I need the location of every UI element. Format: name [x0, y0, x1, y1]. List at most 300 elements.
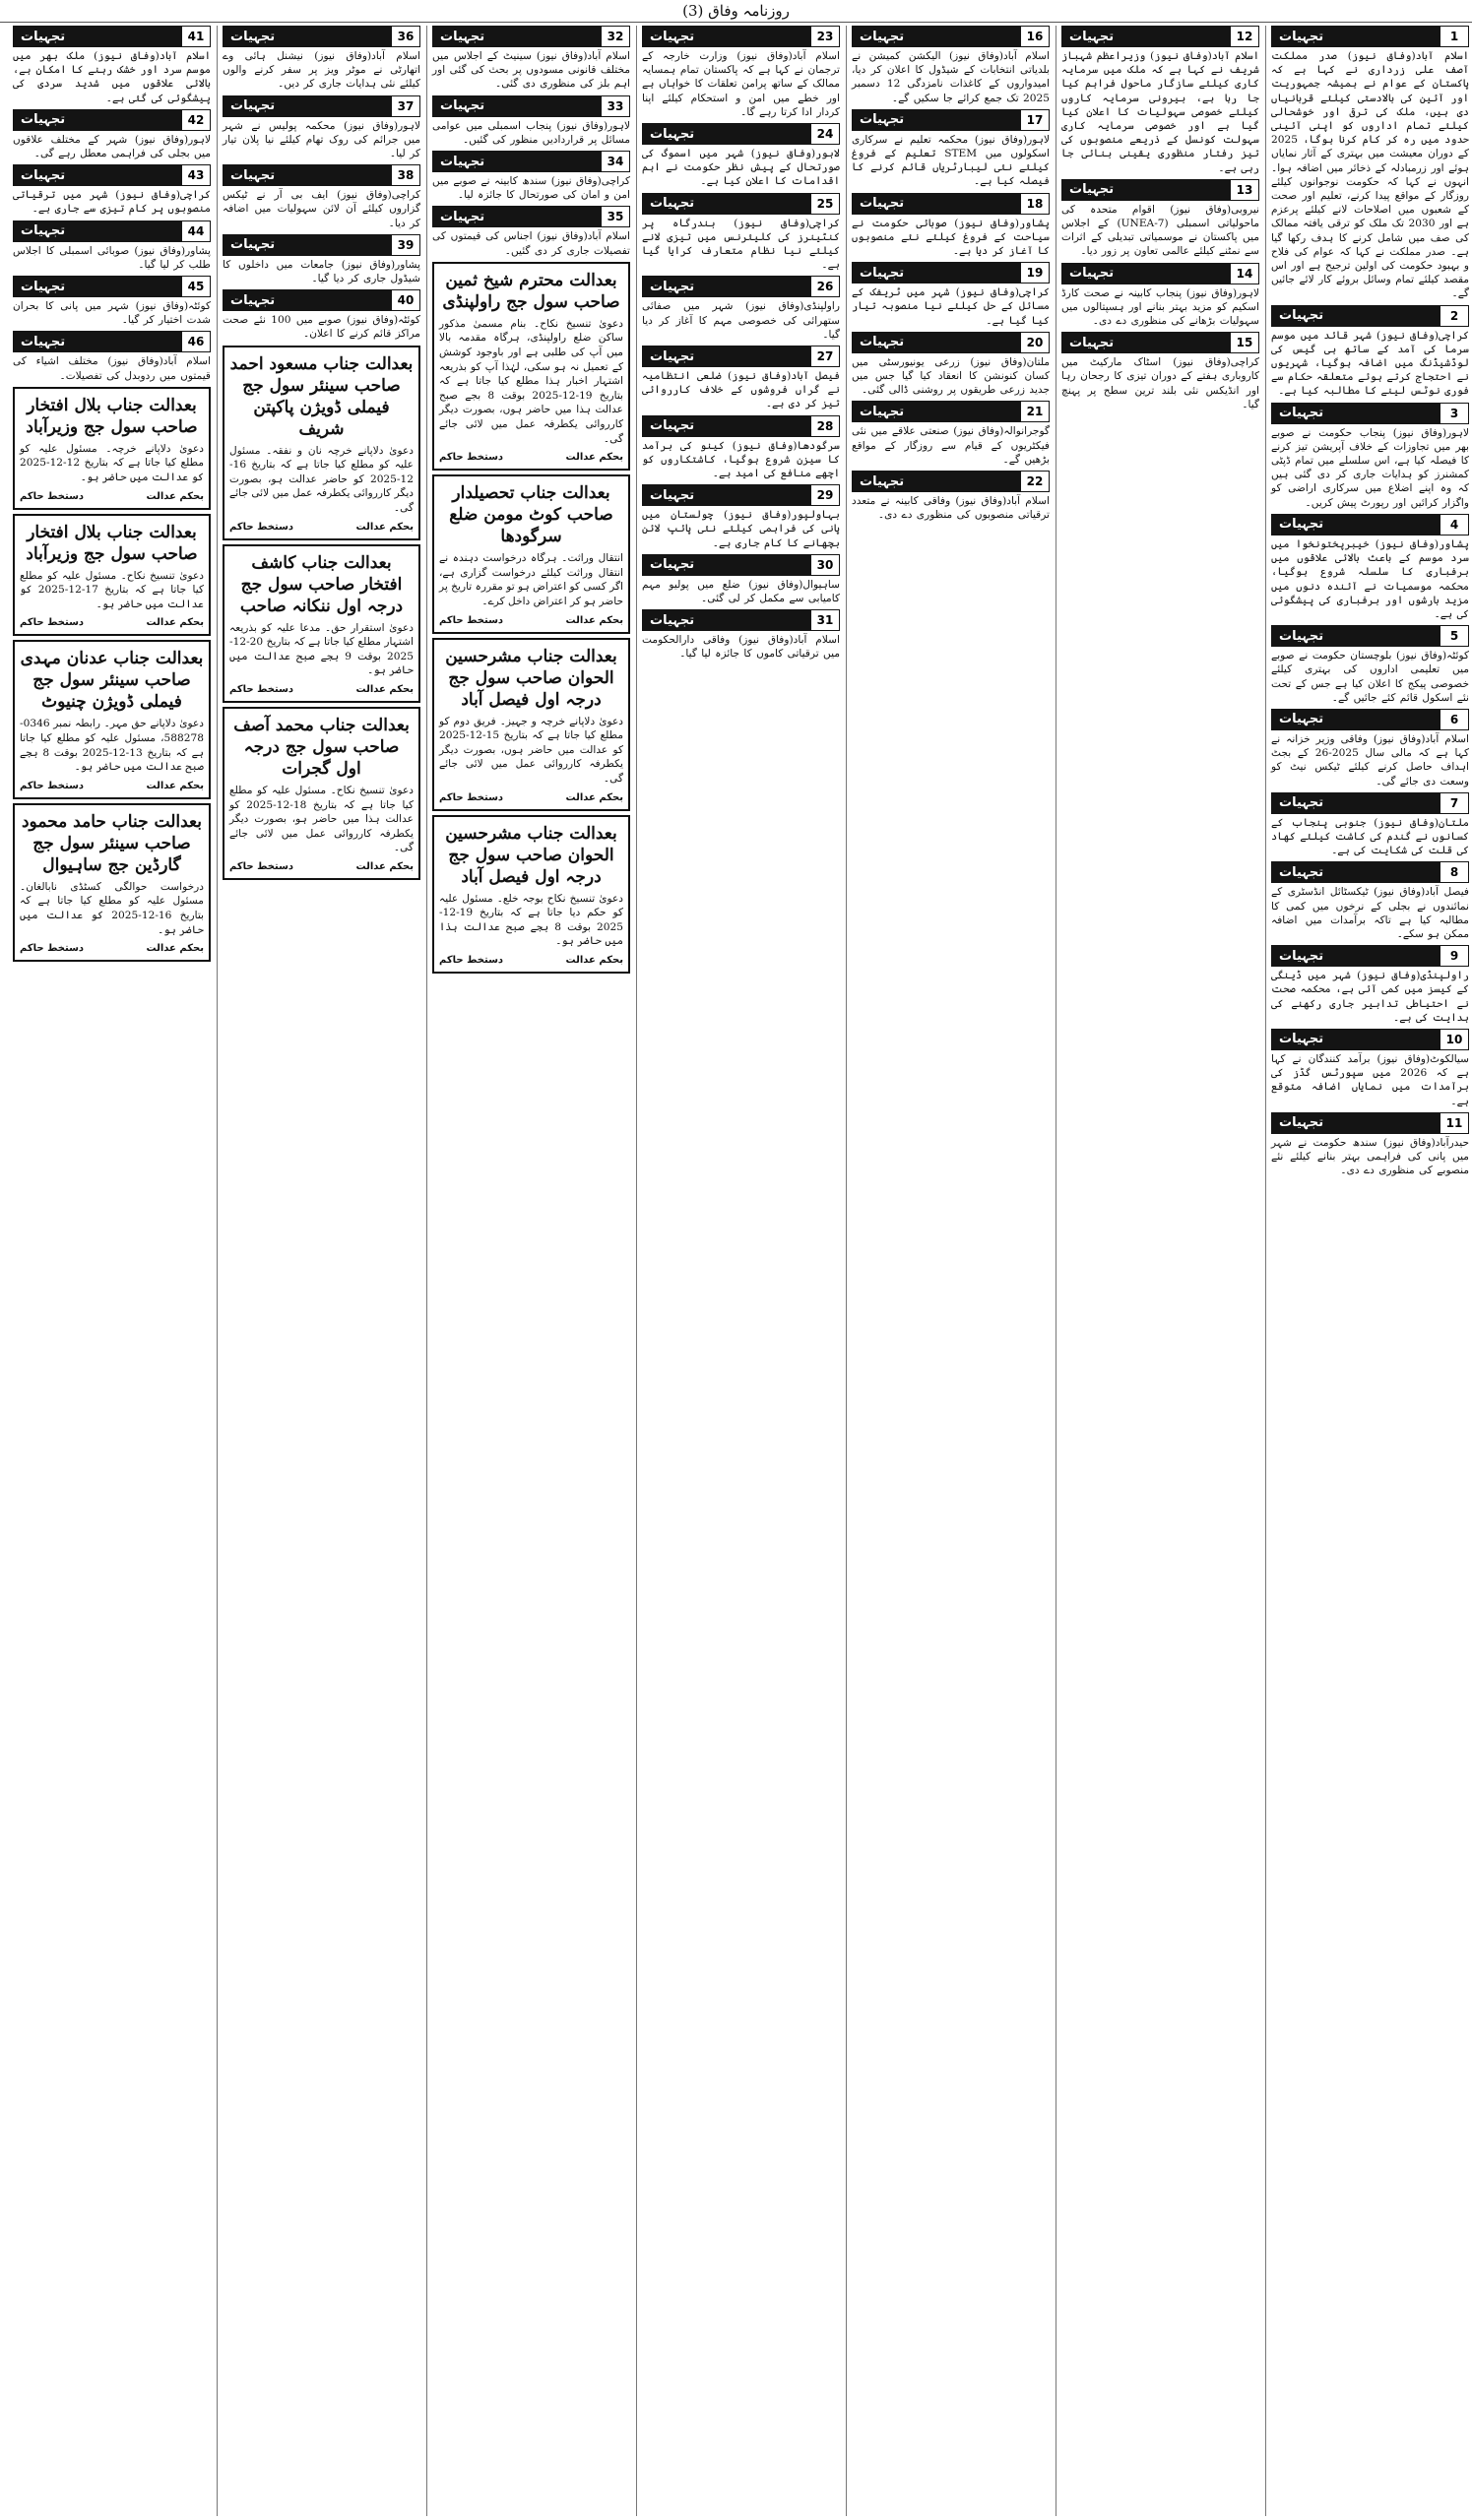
- news-item: [223, 234, 420, 285]
- news-item-number: 35: [601, 206, 630, 227]
- court-notice-title: بعدالت محترم شیخ ثمین صاحب سول جج راولپنڈی: [442, 270, 620, 312]
- news-item-text: لاہور(وفاق نیوز) پنجاب حکومت نے صوبے بھر میں تجاوزات کے خلاف آپریشن تیز کرنے کا فیصلہ کیا ہے، اس سلسلے میں تمام ڈپٹی کمشنرز کو ہدایات جاری کر دی گئی ہیں کہ وہ اپنے اضلاع میں سرکاری اراضی کو واگزار کرائیں اور رپورٹ پیش کریں۔: [1271, 426, 1469, 509]
- news-item-header: [1271, 709, 1469, 730]
- news-item-number: 30: [810, 554, 840, 576]
- news-item-label: تجہیات: [860, 196, 905, 212]
- court-notice-signature: [229, 684, 414, 695]
- news-item: [1061, 26, 1259, 175]
- news-item-label: تجہیات: [21, 29, 66, 44]
- news-item-header: [1271, 305, 1469, 327]
- news-item-header: [432, 26, 630, 47]
- court-notice-text: دعویٰ دلاپانے حق مہر۔ رابطہ نمبر 0346-588278، مسئول علیہ کو مطلع کیا جاتا ہے کہ بتاریخ 13-12-2025 بوقت 8 بجے صبح عدالت میں حاضر ہو۔: [20, 718, 205, 774]
- news-item-number: 17: [1020, 109, 1050, 131]
- court-notice-sign: دستخط حاکم: [439, 614, 504, 626]
- news-item-label: تجہیات: [1279, 628, 1324, 644]
- news-item: [1271, 709, 1469, 788]
- news-item-label: تجہیات: [650, 487, 695, 503]
- court-notice-seal: بحکم عدالت: [565, 954, 623, 966]
- news-item-text: اسلام آباد(وفاق نیوز) وزیراعظم شہباز شریف نے کہا ہے کہ ملک میں سرمایہ کاری کیلئے سازگار ماحول فراہم کیا جا رہا ہے، بیرونی سرمایہ کاروں کیلئے خصوصی سہولیات کا اعلان کیا گیا ہے اور خصوصی سرمایہ کاری سہولت کونسل کے ذریعے منصوبوں کی تیز رفتار منظوری یقینی بنائی جا رہی ہے۔: [1061, 50, 1259, 174]
- news-item-header: [642, 26, 840, 47]
- news-item-text: کوئٹہ(وفاق نیوز) بلوچستان حکومت نے صوبے میں تعلیمی اداروں کی بہتری کیلئے خصوصی پیکج کا اعلان کیا ہے جس کے تحت نئے اسکول قائم کئے جائیں گے۔: [1271, 650, 1469, 704]
- news-item-header: [13, 109, 211, 131]
- news-item-text: لاہور(وفاق نیوز) محکمہ پولیس نے شہر میں جرائم کی روک تھام کیلئے نیا پلان تیار کر لیا۔: [223, 119, 420, 160]
- news-item: [852, 262, 1050, 328]
- news-item: [1061, 263, 1259, 329]
- news-item-number: 5: [1440, 625, 1469, 647]
- news-item-text: کوئٹہ(وفاق نیوز) شہر میں پانی کا بحران شدت اختیار کر گیا۔: [13, 300, 211, 327]
- court-notice-text: انتقال وراثت۔ ہرگاہ درخواست دہندہ نے انتقال وراثت کیلئے درخواست گزاری ہے، اگر کسی کو اعتراض ہو تو مقررہ تاریخ پر حاضر ہو کر اعتراض داخل کرے۔: [439, 552, 623, 607]
- news-item-header: [1061, 332, 1259, 353]
- news-item-text: کراچی(وفاق نیوز) اسٹاک مارکیٹ میں کاروباری ہفتے کے دوران تیزی کا رجحان رہا اور انڈیکس نئی بلند ترین سطح پر پہنچ گیا۔: [1061, 356, 1259, 410]
- news-item-number: 23: [810, 26, 840, 47]
- court-notice-sign: دستخط حاکم: [229, 521, 294, 533]
- news-item-header: [13, 220, 211, 242]
- news-item-label: تجہیات: [1279, 29, 1324, 44]
- court-notice-title: بعدالت جناب بلال افتخار صاحب سول جج وزیرآباد: [26, 522, 198, 564]
- court-notice-text: دعویٰ تنسیخ نکاح بوجہ خلع۔ مسئول علیہ کو حکم دیا جاتا ہے کہ بتاریخ 19-12-2025 بوقت 8 بجے صبح عدالت ہذا میں حاضر ہو۔: [439, 892, 623, 948]
- news-item-label: تجہیات: [21, 279, 66, 294]
- news-item-header: [1271, 792, 1469, 814]
- news-item-number: 2: [1440, 305, 1469, 327]
- news-item-number: 6: [1440, 709, 1469, 730]
- news-item-label: تجہیات: [230, 292, 276, 308]
- news-item-header: [13, 331, 211, 352]
- news-item-number: 27: [810, 346, 840, 367]
- news-item-label: تجہیات: [230, 98, 276, 114]
- news-item: [1271, 792, 1469, 858]
- news-item-text: لاہور(وفاق نیوز) پنجاب اسمبلی میں عوامی مسائل پر قراردادیں منظور کی گئیں۔: [432, 119, 630, 146]
- news-item-text: گوجرانوالہ(وفاق نیوز) صنعتی علاقے میں نئی فیکٹریوں کے قیام سے روزگار کے مواقع بڑھیں گے۔: [852, 425, 1050, 466]
- news-item-number: 33: [601, 95, 630, 117]
- news-column: [1268, 26, 1472, 2516]
- court-notice-title: بعدالت جناب عدنان مہدی صاحب سینئر سول جج فیملی ڈویژن چنیوٹ: [20, 649, 204, 713]
- news-item-number: 44: [181, 220, 211, 242]
- news-item-text: اسلام آباد(وفاق نیوز) اجناس کی قیمتوں کی تفصیلات جاری کر دی گئیں۔: [432, 230, 630, 257]
- news-item-text: پشاور(وفاق نیوز) صوبائی اسمبلی کا اجلاس طلب کر لیا گیا۔: [13, 244, 211, 271]
- news-item-text: نیروبی(وفاق نیوز) اقوام متحدہ کی ماحولیاتی اسمبلی (UNEA-7) کے اجلاس میں پاکستان نے موسمیاتی تبدیلی کے اثرات سے نمٹنے کیلئے عالمی تعاون پر زور دیا۔: [1061, 203, 1259, 258]
- news-item-text: اسلام آباد(وفاق نیوز) الیکشن کمیشن نے بلدیاتی انتخابات کے شیڈول کا اعلان کر دیا، امیدواروں کے کاغذات نامزدگی 12 دسمبر 2025 تک جمع کرائے جا سکیں گے۔: [852, 50, 1050, 104]
- court-notice-sign: دستخط حاکم: [439, 954, 504, 966]
- court-notice-title: بعدالت جناب کاشف افتخار صاحب سول جج درجہ اول ننکانہ صاحب: [239, 552, 404, 616]
- court-notice-title: بعدالت جناب مشرحسین الحوان صاحب سول جج درجہ اول فیصل آباد: [445, 823, 617, 887]
- court-notice-title: بعدالت جناب بلال افتخار صاحب سول جج وزیرآباد: [26, 395, 198, 437]
- news-item-number: 36: [391, 26, 420, 47]
- news-item-label: تجہیات: [650, 196, 695, 212]
- news-item-number: 38: [391, 164, 420, 186]
- news-item: [432, 26, 630, 92]
- news-item-header: [223, 95, 420, 117]
- news-item-number: 40: [391, 289, 420, 311]
- column-divider: [426, 26, 427, 2516]
- news-item: [642, 123, 840, 189]
- court-notice-seal: بحکم عدالت: [565, 452, 623, 464]
- news-item-label: تجہیات: [21, 112, 66, 128]
- news-item: [642, 26, 840, 119]
- court-notice-signature: [20, 491, 204, 502]
- news-item: [1061, 179, 1259, 259]
- court-notice-signature: [439, 792, 623, 803]
- news-item-label: تجہیات: [860, 112, 905, 128]
- news-item-number: 28: [810, 415, 840, 437]
- news-item-number: 9: [1440, 945, 1469, 967]
- news-item: [642, 554, 840, 605]
- news-item-header: [852, 401, 1050, 422]
- news-item-number: 24: [810, 123, 840, 145]
- news-item-header: [642, 609, 840, 631]
- news-item-text: ملتان(وفاق نیوز) جنوبی پنجاب کے کسانوں نے گندم کی کاشت کیلئے کھاد کی قلت کی شکایت کی ہے۔: [1271, 816, 1469, 857]
- news-item-header: [1271, 514, 1469, 536]
- court-notice: [223, 707, 420, 880]
- news-item-header: [852, 193, 1050, 215]
- news-item-header: [1271, 26, 1469, 47]
- news-item-header: [1271, 1029, 1469, 1050]
- news-item-text: کراچی(وفاق نیوز) سندھ کابینہ نے صوبے میں امن و امان کی صورتحال کا جائزہ لیا۔: [432, 175, 630, 202]
- news-item-header: [642, 554, 840, 576]
- news-item-label: تجہیات: [1069, 29, 1115, 44]
- news-item: [13, 109, 211, 160]
- news-item-label: تجہیات: [1279, 308, 1324, 324]
- court-notice-sign: دستخط حاکم: [229, 860, 294, 872]
- news-item-header: [852, 471, 1050, 492]
- news-item: [223, 164, 420, 230]
- news-item-label: تجہیات: [1069, 182, 1115, 198]
- news-item: [642, 609, 840, 661]
- court-notice: [13, 803, 211, 962]
- news-item-number: 15: [1230, 332, 1259, 353]
- news-item-number: 31: [810, 609, 840, 631]
- court-notice-sign: دستخط حاکم: [20, 780, 85, 791]
- news-item-label: تجہیات: [860, 473, 905, 489]
- news-item-label: تجہیات: [1279, 1115, 1324, 1131]
- news-item: [223, 289, 420, 341]
- court-notice-signature: [439, 955, 623, 966]
- news-item: [13, 331, 211, 382]
- news-item-label: تجہیات: [860, 335, 905, 350]
- court-notice-title: بعدالت جناب مسعود احمد صاحب سینئر سول جج فیملی ڈویژن پاکپتن شریف: [229, 353, 414, 439]
- news-item-text: کراچی(وفاق نیوز) شہر قائد میں موسم سرما کی آمد کے ساتھ ہی گیس کی لوڈشیڈنگ میں اضافہ ہوگیا، شہریوں نے احتجاج کرتے ہوئے متعلقہ حکام سے فوری نوٹس لینے کا مطالبہ کیا ہے۔: [1271, 329, 1469, 398]
- news-item-text: لاہور(وفاق نیوز) شہر کے مختلف علاقوں میں بجلی کی فراہمی معطل رہے گی۔: [13, 133, 211, 160]
- news-item-text: اسلام آباد(وفاق نیوز) وفاقی کابینہ نے متعدد ترقیاتی منصوبوں کی منظوری دے دی۔: [852, 495, 1050, 522]
- news-item-text: کراچی(وفاق نیوز) شہر میں ٹریفک کے مسائل کے حل کیلئے نیا منصوبہ تیار کیا گیا ہے۔: [852, 286, 1050, 327]
- news-item: [642, 276, 840, 342]
- court-notice-sign: دستخط حاکم: [20, 490, 85, 502]
- court-notice-text: دعویٰ دلاپانے خرچہ و جہیز۔ فریق دوم کو مطلع کیا جاتا ہے کہ بتاریخ 15-12-2025 کو عدالت میں حاضر ہوں، بصورت دیگر یکطرفہ کارروائی عمل میں لائی جائے گی۔: [439, 715, 623, 785]
- news-item: [642, 415, 840, 481]
- news-item-text: کراچی(وفاق نیوز) بندرگاہ پر کنٹینرز کی کلیئرنس میں تیزی لانے کیلئے نیا نظام متعارف کرایا گیا ہے۔: [642, 217, 840, 272]
- court-notice-text: دعویٰ تنسیخ نکاح۔ مسئول علیہ کو مطلع کیا جاتا ہے کہ بتاریخ 18-12-2025 کو عدالت ہذا میں حاضر ہو، بصورت دیگر یکطرفہ کارروائی عمل میں لائی جائے گی۔: [229, 784, 414, 854]
- news-item-number: 37: [391, 95, 420, 117]
- court-notice-text: دعویٰ استقرار حق۔ مدعا علیہ کو بذریعہ اشتہار مطلع کیا جاتا ہے کہ بتاریخ 20-12-2025 بوقت 9 بجے صبح عدالت میں حاضر ہو۔: [229, 621, 414, 677]
- news-item: [223, 26, 420, 92]
- court-notice-signature: [439, 615, 623, 626]
- court-notice-text: درخواست حوالگی کسٹڈی نابالغان۔ مسئول علیہ کو مطلع کیا جاتا ہے کہ بتاریخ 16-12-2025 کو عدالت میں حاضر ہو۔: [20, 880, 204, 936]
- news-item: [1271, 305, 1469, 399]
- court-notice-seal: بحکم عدالت: [565, 614, 623, 626]
- news-item: [852, 26, 1050, 105]
- news-item-label: تجہیات: [1069, 266, 1115, 282]
- news-item-label: تجہیات: [1069, 335, 1115, 350]
- news-item-label: تجہیات: [440, 98, 485, 114]
- news-item-number: 34: [601, 151, 630, 172]
- news-item-number: 26: [810, 276, 840, 297]
- news-item-text: اسلام آباد(وفاق نیوز) وزارت خارجہ کے ترجمان نے کہا ہے کہ پاکستان تمام ہمسایہ ممالک کے ساتھ پرامن تعلقات کا خواہاں ہے اور خطے میں امن و استحکام کیلئے اپنا کردار ادا کرتا رہے گا۔: [642, 50, 840, 118]
- news-item-number: 29: [810, 484, 840, 506]
- news-item-text: اسلام آباد(وفاق نیوز) ملک بھر میں موسم سرد اور خشک رہنے کا امکان ہے، بالائی علاقوں میں شدید سردی کی پیشگوئی کی گئی ہے۔: [13, 50, 211, 104]
- news-item: [432, 95, 630, 147]
- news-item-label: تجہیات: [230, 29, 276, 44]
- news-item-text: ملتان(وفاق نیوز) زرعی یونیورسٹی میں کسان کنونشن کا انعقاد کیا گیا جس میں جدید زرعی طریقوں پر روشنی ڈالی گئی۔: [852, 355, 1050, 397]
- court-notice-signature: [20, 617, 204, 628]
- news-item: [642, 193, 840, 273]
- court-notice-signature: [229, 861, 414, 872]
- news-item-label: تجہیات: [860, 265, 905, 281]
- news-item-text: فیصل آباد(وفاق نیوز) ضلعی انتظامیہ نے گراں فروشوں کے خلاف کارروائی تیز کر دی ہے۔: [642, 370, 840, 410]
- court-notice: [223, 346, 420, 540]
- court-notice-sign: دستخط حاکم: [20, 617, 85, 629]
- news-item: [852, 332, 1050, 398]
- news-item-header: [223, 289, 420, 311]
- court-notice-seal: بحکم عدالت: [146, 490, 204, 502]
- news-item-number: 12: [1230, 26, 1259, 47]
- news-item-header: [1061, 26, 1259, 47]
- news-item-text: اسلام آباد(وفاق نیوز) نیشنل ہائی وے اتھارٹی نے موٹر ویز پر سفر کرنے والوں کیلئے نئی ہدایات جاری کر دیں۔: [223, 50, 420, 91]
- news-item-number: 13: [1230, 179, 1259, 201]
- court-notice-signature: [20, 781, 204, 791]
- news-item-text: پشاور(وفاق نیوز) خیبرپختونخوا میں سرد موسم کے باعث بالائی علاقوں میں برفباری کا سلسلہ شروع ہوگیا، محکمہ موسمیات نے آئندہ دنوں میں مزید بارشوں اور برفباری کی پیشگوئی کی ہے۔: [1271, 537, 1469, 620]
- news-item-text: کراچی(وفاق نیوز) ایف بی آر نے ٹیکس گزاروں کیلئے آن لائن سہولیات میں اضافہ کر دیا۔: [223, 189, 420, 229]
- news-item-number: 19: [1020, 262, 1050, 284]
- news-item: [642, 484, 840, 550]
- news-item-header: [642, 276, 840, 297]
- news-item-label: تجہیات: [440, 154, 485, 169]
- news-item-number: 10: [1440, 1029, 1469, 1050]
- news-item-label: تجہیات: [230, 237, 276, 253]
- news-item: [223, 95, 420, 161]
- news-item-header: [13, 276, 211, 297]
- news-item-header: [1271, 403, 1469, 424]
- news-item-header: [1271, 625, 1469, 647]
- court-notice: [13, 387, 211, 510]
- news-item-text: فیصل آباد(وفاق نیوز) ٹیکسٹائل انڈسٹری کے نمائندوں نے بجلی کے نرخوں میں کمی کا مطالبہ کیا ہے تاکہ برآمدات میں اضافہ ممکن ہو سکے۔: [1271, 886, 1469, 940]
- court-notice: [223, 544, 420, 703]
- news-item-number: 1: [1440, 26, 1469, 47]
- news-item: [432, 206, 630, 257]
- column-divider: [217, 26, 218, 2516]
- news-item-text: راولپنڈی(وفاق نیوز) شہر میں ڈینگی کے کیسز میں کمی آئی ہے، محکمہ صحت نے احتیاطی تدابیر جاری رکھنے کی ہدایت کی ہے۔: [1271, 970, 1469, 1024]
- news-item-header: [642, 415, 840, 437]
- news-item-label: تجہیات: [650, 279, 695, 294]
- court-notice-signature: [20, 943, 204, 954]
- court-notice-sign: دستخط حاکم: [20, 943, 85, 955]
- news-item-header: [223, 234, 420, 256]
- news-item-header: [1061, 263, 1259, 284]
- court-notice-seal: بحکم عدالت: [355, 521, 414, 533]
- court-notice: [432, 638, 630, 811]
- news-item-number: 39: [391, 234, 420, 256]
- news-item-number: 7: [1440, 792, 1469, 814]
- news-item-number: 46: [181, 331, 211, 352]
- news-item-label: تجہیات: [650, 557, 695, 573]
- news-item-label: تجہیات: [650, 29, 695, 44]
- news-item-number: 45: [181, 276, 211, 297]
- court-notice: [432, 474, 630, 633]
- news-column: [1058, 26, 1262, 2516]
- news-item-label: تجہیات: [440, 29, 485, 44]
- court-notice: [432, 262, 630, 471]
- news-item-label: تجہیات: [1279, 1032, 1324, 1047]
- court-notice-sign: دستخط حاکم: [439, 452, 504, 464]
- news-item-header: [642, 123, 840, 145]
- news-item-header: [642, 193, 840, 215]
- news-item-number: 3: [1440, 403, 1469, 424]
- news-item-header: [1271, 945, 1469, 967]
- news-item-header: [852, 262, 1050, 284]
- news-item: [1271, 403, 1469, 510]
- news-item-text: حیدرآباد(وفاق نیوز) سندھ حکومت نے شہر میں پانی کی فراہمی بہتر بنانے کیلئے نئے منصوبے کی منظوری دے دی۔: [1271, 1136, 1469, 1177]
- news-item-number: 4: [1440, 514, 1469, 536]
- news-item-text: اسلام آباد(وفاق نیوز) وفاقی وزیر خزانہ نے کہا ہے کہ مالی سال 2025-26 کے بجٹ اہداف حاصل کرنے کیلئے ٹیکس نیٹ کو وسعت دی جائے گی۔: [1271, 732, 1469, 788]
- news-item-label: تجہیات: [650, 612, 695, 628]
- news-item-label: تجہیات: [21, 167, 66, 183]
- news-item: [852, 109, 1050, 189]
- news-item-label: تجہیات: [230, 167, 276, 183]
- court-notice-seal: بحکم عدالت: [355, 860, 414, 872]
- news-item-label: تجہیات: [650, 418, 695, 434]
- news-item-label: تجہیات: [650, 348, 695, 364]
- news-column: [639, 26, 843, 2516]
- court-notice-seal: بحکم عدالت: [565, 791, 623, 803]
- news-item-header: [432, 206, 630, 227]
- news-item-label: تجہیات: [650, 126, 695, 142]
- news-column: [849, 26, 1053, 2516]
- news-item-text: اسلام آباد(وفاق نیوز) مختلف اشیاء کی قیمتوں میں ردوبدل کی تفصیلات۔: [13, 355, 211, 382]
- court-notice-title: بعدالت جناب تحصیلدار صاحب کوٹ مومن ضلع سرگودھا: [449, 483, 613, 547]
- news-item-number: 42: [181, 109, 211, 131]
- news-item-label: تجہیات: [21, 334, 66, 349]
- news-item-label: تجہیات: [860, 29, 905, 44]
- news-item-text: راولپنڈی(وفاق نیوز) شہر میں صفائی ستھرائی کی خصوصی مہم کا آغاز کر دیا گیا۔: [642, 300, 840, 341]
- news-item-text: کراچی(وفاق نیوز) شہر میں ترقیاتی منصوبوں پر کام تیزی سے جاری ہے۔: [13, 189, 211, 216]
- news-item-number: 16: [1020, 26, 1050, 47]
- news-item-number: 43: [181, 164, 211, 186]
- news-item: [13, 276, 211, 327]
- news-item-text: لاہور(وفاق نیوز) پنجاب کابینہ نے صحت کارڈ اسکیم کو مزید بہتر بنانے اور ہسپتالوں میں سہولیات بڑھانے کی منظوری دے دی۔: [1061, 286, 1259, 328]
- court-notice-sign: دستخط حاکم: [439, 791, 504, 803]
- court-notice-signature: [439, 452, 623, 463]
- news-item-number: 21: [1020, 401, 1050, 422]
- news-item: [1271, 26, 1469, 301]
- court-notice-title: بعدالت جناب مشرحسین الحوان صاحب سول جج درجہ اول فیصل آباد: [445, 646, 617, 710]
- court-notice-text: دعویٰ دلاپانے خرچہ۔ مسئول علیہ کو مطلع کیا جاتا ہے کہ بتاریخ 12-12-2025 کو عدالت میں حاضر ہو۔: [20, 442, 204, 484]
- news-item-text: لاہور(وفاق نیوز) شہر میں اسموگ کی صورتحال کے پیش نظر حکومت نے اہم اقدامات کا اعلان کیا ہے۔: [642, 148, 840, 188]
- news-item-header: [642, 346, 840, 367]
- court-notice-title: بعدالت جناب حامد محمود صاحب سینئر سول جج گارڈین جج ساہیوال: [21, 811, 202, 875]
- news-item-number: 11: [1440, 1112, 1469, 1134]
- news-item: [642, 346, 840, 411]
- news-item: [1271, 861, 1469, 941]
- column-divider: [846, 26, 847, 2516]
- news-item-header: [852, 109, 1050, 131]
- news-item: [1271, 1029, 1469, 1108]
- news-item-label: تجہیات: [1279, 864, 1324, 880]
- news-item-text: کوئٹہ(وفاق نیوز) صوبے میں 100 نئے صحت مراکز قائم کرنے کا اعلان۔: [223, 314, 420, 341]
- court-notice-seal: بحکم عدالت: [146, 780, 204, 791]
- court-notice-seal: بحکم عدالت: [146, 943, 204, 955]
- court-notice-seal: بحکم عدالت: [146, 617, 204, 629]
- news-item-text: پشاور(وفاق نیوز) جامعات میں داخلوں کا شیڈول جاری کر دیا گیا۔: [223, 258, 420, 285]
- news-item: [13, 220, 211, 272]
- news-item-text: بہاولپور(وفاق نیوز) چولستان میں پانی کی فراہمی کیلئے نئی پائپ لائن بچھانے کا کام جاری ہے۔: [642, 509, 840, 549]
- page-masthead: [0, 0, 1472, 23]
- court-notice-title: بعدالت جناب محمد آصف صاحب سول جج درجہ اول گجرات: [233, 715, 410, 779]
- court-notice: [432, 815, 630, 974]
- news-item-text: ساہیوال(وفاق نیوز) ضلع میں پولیو مہم کامیابی سے مکمل کر لی گئی۔: [642, 578, 840, 605]
- news-item-number: 8: [1440, 861, 1469, 883]
- news-item: [1061, 332, 1259, 411]
- news-item: [1271, 625, 1469, 705]
- news-item-header: [1271, 1112, 1469, 1134]
- news-item-number: 41: [181, 26, 211, 47]
- news-item-text: اسلام آباد(وفاق نیوز) سینیٹ کے اجلاس میں مختلف قانونی مسودوں پر بحث کی گئی اور اہم بلز کی منظوری دی گئی۔: [432, 50, 630, 91]
- news-column: [429, 26, 633, 2516]
- court-notice-text: دعویٰ تنسیخ نکاح۔ بنام مسمیٰ مذکور ساکن ضلع راولپنڈی، ہرگاہ مقدمہ بالا میں آپ کی طلبی ہے اور باوجود کوشش کے تعمیل نہ ہو سکی، لہٰذا آپ کو بذریعہ اشتہار اخبار ہذا مطلع کیا جاتا ہے کہ بتاریخ 19-12-2025 بوقت 8 بجے صبح عدالت ہذا میں حاضر ہوں، بصورت دیگر کارروائی یکطرفہ عمل میں لائی جائے گی۔: [439, 317, 624, 445]
- news-item-header: [852, 26, 1050, 47]
- news-item: [432, 151, 630, 202]
- news-item-label: تجہیات: [1279, 406, 1324, 421]
- court-notice: [13, 514, 211, 637]
- news-item-header: [223, 164, 420, 186]
- news-item-number: 25: [810, 193, 840, 215]
- news-item-header: [432, 95, 630, 117]
- news-column: [220, 26, 423, 2516]
- news-item: [852, 401, 1050, 467]
- news-item-label: تجہیات: [860, 404, 905, 419]
- news-item-header: [13, 26, 211, 47]
- news-item-text: لاہور(وفاق نیوز) محکمہ تعلیم نے سرکاری اسکولوں میں STEM تعلیم کے فروغ کیلئے نئی لیبارٹریاں قائم کرنے کا فیصلہ کیا ہے۔: [852, 133, 1050, 188]
- court-notice-text: دعویٰ تنسیخ نکاح۔ مسئول علیہ کو مطلع کیا جاتا ہے کہ بتاریخ 17-12-2025 کو عدالت میں حاضر ہو۔: [20, 569, 204, 610]
- news-item: [852, 193, 1050, 259]
- news-item-text: اسلام آباد(وفاق نیوز) صدر مملکت آصف علی زرداری نے کہا ہے کہ پاکستان کے عوام نے ہمیشہ جمہوریت اور آئین کی بالادستی کیلئے قربانیاں دی ہیں، ملک کی ترقی اور خوشحالی کیلئے تمام اداروں کو اپنی آئینی حدود میں رہ کر کام کرنا ہوگا، 2025 کے دوران معیشت میں بہتری کے آثار نمایاں ہوئے اور زرمبادلہ کے ذخائر میں اضافہ ہوا۔ انہوں نے کہا کہ حکومت نوجوانوں کیلئے روزگار کے مواقع پیدا کرنے، تعلیم اور صحت کے شعبوں میں اصلاحات لانے کیلئے پرعزم ہے اور 2030 تک ملک کو ترقی یافتہ ممالک کی صف میں شامل کرنے کا ہدف رکھا گیا ہے۔ صدر مملکت نے کہا کہ عوام کی فلاح و بہبود حکومت کی اولین ترجیح ہے اور اس مقصد کیلئے تمام وسائل بروئے کار لائے جائیں گے۔: [1271, 50, 1469, 300]
- news-item: [1271, 1112, 1469, 1178]
- column-divider: [1265, 26, 1266, 2516]
- court-notice-signature: [229, 522, 414, 533]
- news-item-label: تجہیات: [21, 223, 66, 239]
- court-notice: [13, 640, 211, 798]
- news-item-label: تجہیات: [1279, 948, 1324, 964]
- court-notice-text: دعویٰ دلاپانے خرچہ نان و نفقہ۔ مسئول علیہ کو مطلع کیا جاتا ہے کہ بتاریخ 16-12-2025 کو حاضر عدالت ہو، بصورت دیگر کارروائی یکطرفہ عمل میں لائی جائے گی۔: [229, 444, 414, 515]
- news-item-header: [223, 26, 420, 47]
- news-item-text: سرگودھا(وفاق نیوز) کینو کی برآمد کا سیزن شروع ہوگیا، کاشتکاروں کو اچھے منافع کی امید ہے۔: [642, 439, 840, 480]
- news-item-number: 20: [1020, 332, 1050, 353]
- news-item-number: 32: [601, 26, 630, 47]
- court-notice-seal: بحکم عدالت: [355, 683, 414, 695]
- page-title: روزنامہ وفاق (3): [682, 2, 790, 20]
- news-item: [13, 26, 211, 105]
- news-item: [1271, 514, 1469, 621]
- news-item-label: تجہیات: [1279, 517, 1324, 533]
- news-item-label: تجہیات: [1279, 712, 1324, 727]
- news-item-text: سیالکوٹ(وفاق نیوز) برآمد کنندگان نے کہا ہے کہ 2026 میں سپورٹس گڈز کی برآمدات میں نمایاں اضافہ متوقع ہے۔: [1271, 1052, 1469, 1107]
- news-item-number: 14: [1230, 263, 1259, 284]
- news-item-text: پشاور(وفاق نیوز) صوبائی حکومت نے سیاحت کے فروغ کیلئے نئے منصوبوں کا آغاز کر دیا ہے۔: [852, 217, 1050, 258]
- column-divider: [636, 26, 637, 2516]
- news-item-header: [13, 164, 211, 186]
- news-item: [1271, 945, 1469, 1025]
- news-item-header: [432, 151, 630, 172]
- news-item-header: [1061, 179, 1259, 201]
- news-item-header: [1271, 861, 1469, 883]
- news-item-header: [852, 332, 1050, 353]
